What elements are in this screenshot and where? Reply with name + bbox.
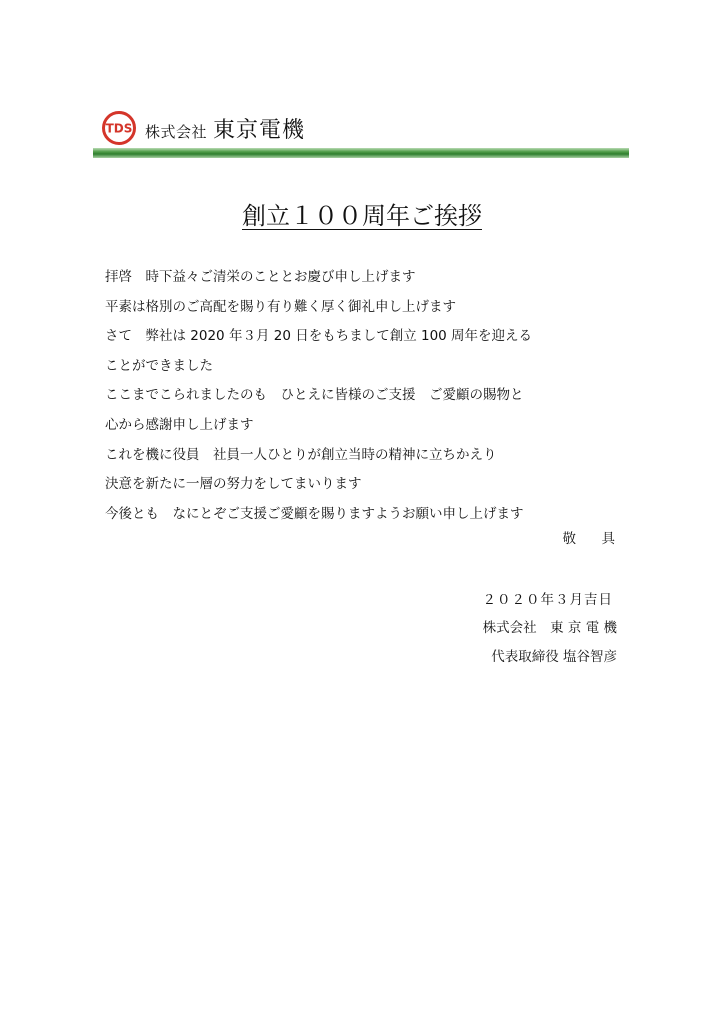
body-line: 拝啓 時下益々ご清栄のこととお慶び申し上げます [105,269,416,285]
body-line: 心から感謝申し上げます [105,416,254,433]
body-line: ここまでこられましたのも ひとえに皆様のご支援 ご愛顧の賜物と [105,387,524,404]
body-line: 平素は格別のご高配を賜り有り難く厚く御礼申し上げます [105,298,456,315]
body-line: ことができました [105,357,213,374]
signature-company: 株式会社 東 京 電 機 [482,620,617,636]
body-line: 決意を新たに一層の努力をしてまいります [105,476,362,493]
body-line: さて 弊社は 2020 年３月 20 日をもちまして創立 100 周年を迎える [105,328,533,345]
closing-phrase: 敬 具 [562,531,621,547]
company-logo-icon [101,110,137,146]
letter-title: 創立１００周年ご挨拶 [242,202,482,230]
letter-body [105,263,532,529]
body-line: これを機に役員 社員一人ひとりが創立当時の精神に立ちかえり [105,446,497,463]
company-name: 東京電機 [213,117,306,143]
signature-representative: 代表取締役 塩谷智彦 [491,649,617,665]
company-prefix: 株式会社 [145,122,208,141]
letter-title-container [0,196,724,231]
letterhead [101,108,305,148]
logo-text: TDS [105,121,133,136]
header-divider-bar [93,148,629,158]
letter-date: ２０２０年３月吉日 [482,592,613,608]
body-line: 今後とも なにとぞご支援ご愛顧を賜りますようお願い申し上げます [105,505,524,522]
